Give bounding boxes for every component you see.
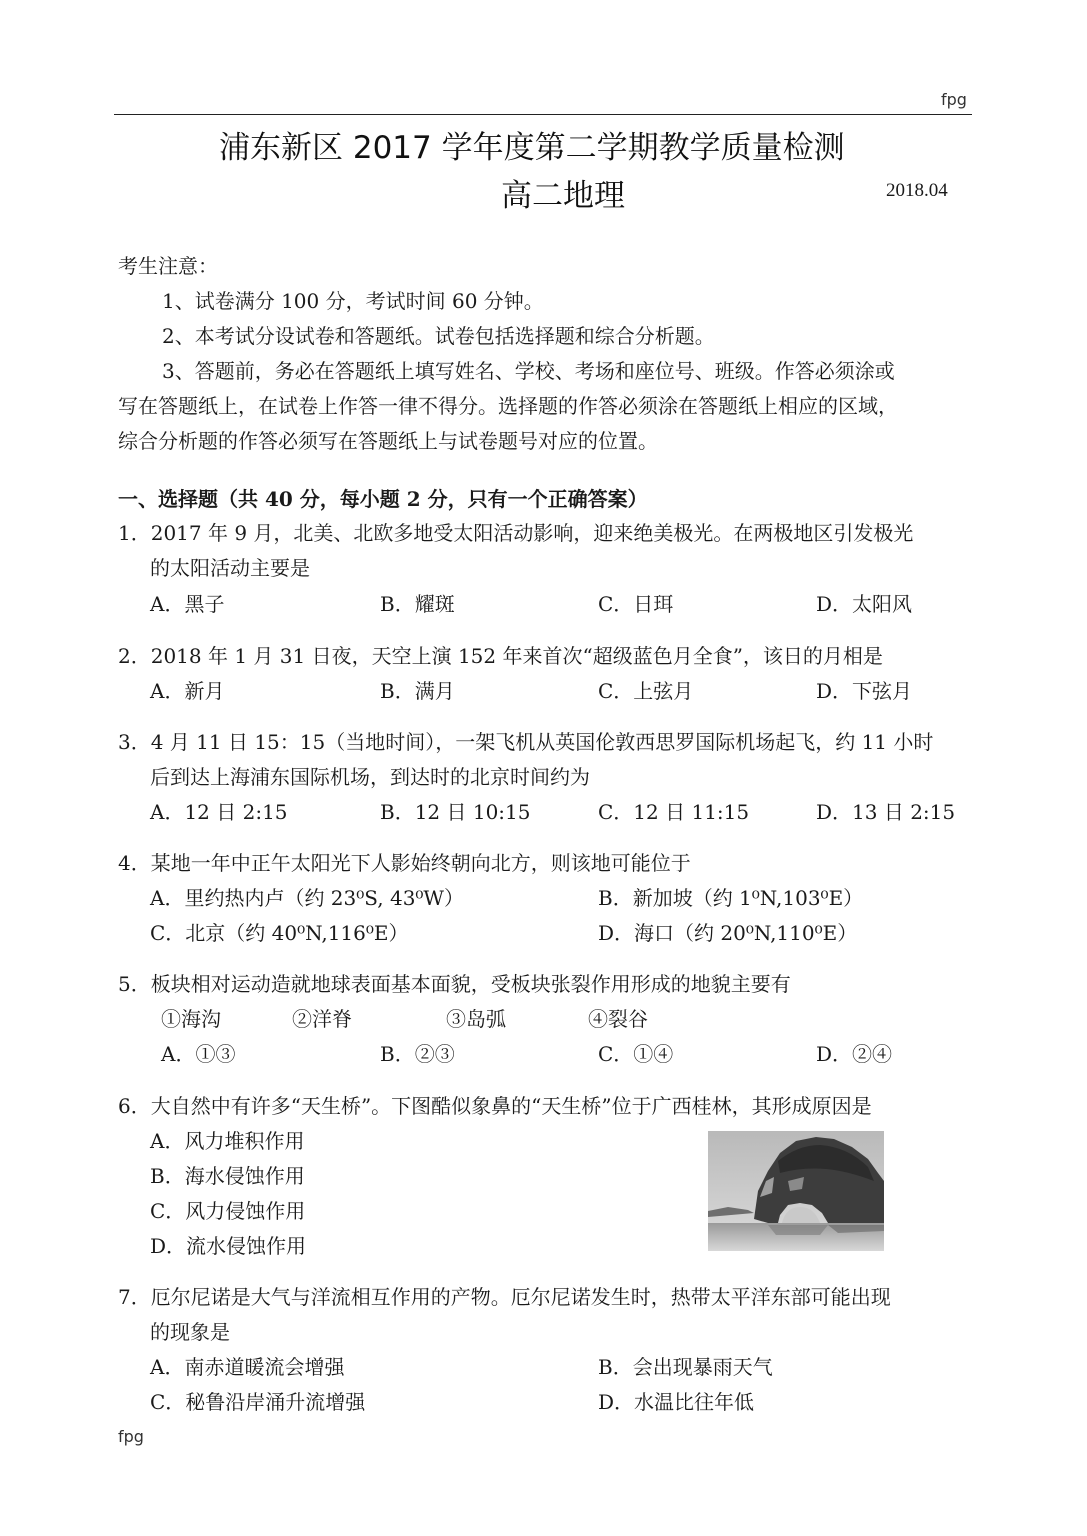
question-5-stem: 5．板块相对运动造就地球表面基本面貌，受板块张裂作用形成的地貌主要有 xyxy=(118,972,791,996)
question-5-option-c: C．①④ xyxy=(598,1042,674,1066)
notice-item-3-line2: 写在答题纸上，在试卷上作答一律不得分。选择题的作答必须涂在答题纸上相应的区域， xyxy=(118,394,898,418)
notice-item-3-line1: 3、答题前，务必在答题纸上填写姓名、学校、考场和座位号、班级。作答必须涂或 xyxy=(162,359,895,383)
question-5-item-3: ③岛弧 xyxy=(446,1007,506,1031)
question-5-item-4: ④裂谷 xyxy=(588,1007,648,1031)
question-1-option-a: A．黑子 xyxy=(150,592,225,616)
question-5-option-a: A．①③ xyxy=(161,1042,236,1066)
elephant-trunk-hill-photo xyxy=(708,1131,884,1251)
notice-heading: 考生注意： xyxy=(118,254,218,278)
exam-date: 2018.04 xyxy=(886,180,948,201)
header-rule xyxy=(114,114,972,115)
question-5-item-1: ①海沟 xyxy=(161,1007,221,1031)
question-7-stem-line1: 7．厄尔尼诺是大气与洋流相互作用的产物。厄尔尼诺发生时，热带太平洋东部可能出现 xyxy=(118,1285,891,1309)
question-6-stem: 6．大自然中有许多“天生桥”。下图酷似象鼻的“天生桥”位于广西桂林，其形成原因是 xyxy=(118,1094,872,1118)
question-6-option-a: A．风力堆积作用 xyxy=(150,1129,305,1153)
question-4-option-c: C．北京（约 40⁰N,116⁰E） xyxy=(150,921,409,945)
question-3-option-c: C．12 日 11:15 xyxy=(598,800,750,824)
question-3-option-a: A．12 日 2:15 xyxy=(150,800,288,824)
footer-mark: fpg xyxy=(118,1427,144,1446)
question-7-option-a: A．南赤道暖流会增强 xyxy=(150,1355,345,1379)
question-3-stem-line1: 3．4 月 11 日 15：15（当地时间），一架飞机从英国伦敦西思罗国际机场起飞，约 11 小时 xyxy=(118,730,934,754)
question-5-option-d: D．②④ xyxy=(816,1042,893,1066)
subject-title: 高二地理 xyxy=(501,178,625,214)
question-5-item-2: ②洋脊 xyxy=(292,1007,352,1031)
question-6-option-c: C．风力侵蚀作用 xyxy=(150,1199,306,1223)
question-2-stem: 2．2018 年 1 月 31 日夜，天空上演 152 年来首次“超级蓝色月全食”，该日的月相是 xyxy=(118,644,883,668)
question-7-stem-line2: 的现象是 xyxy=(150,1320,230,1344)
section-heading: 一、选择题（共 40 分，每小题 2 分，只有一个正确答案） xyxy=(118,487,648,511)
question-4-option-b: B．新加坡（约 1⁰N,103⁰E） xyxy=(598,886,864,910)
question-2-option-a: A．新月 xyxy=(150,679,225,703)
question-4-option-a: A．里约热内卢（约 23⁰S, 43⁰W） xyxy=(150,886,464,910)
header-mark: fpg xyxy=(941,90,967,109)
exam-title: 浦东新区 2017 学年度第二学期教学质量检测 xyxy=(219,130,845,166)
notice-item-3-line3: 综合分析题的作答必须写在答题纸上与试卷题号对应的位置。 xyxy=(118,429,658,453)
notice-item-1: 1、试卷满分 100 分，考试时间 60 分钟。 xyxy=(162,289,544,313)
question-4-stem: 4．某地一年中正午太阳光下人影始终朝向北方，则该地可能位于 xyxy=(118,851,691,875)
question-7-option-d: D．水温比往年低 xyxy=(598,1390,755,1414)
question-7-option-b: B．会出现暴雨天气 xyxy=(598,1355,773,1379)
question-6-option-d: D．流水侵蚀作用 xyxy=(150,1234,307,1258)
question-1-option-d: D．太阳风 xyxy=(816,592,913,616)
question-2-option-b: B．满月 xyxy=(380,679,455,703)
question-5-option-b: B．②③ xyxy=(380,1042,455,1066)
question-7-option-c: C．秘鲁沿岸涌升流增强 xyxy=(150,1390,366,1414)
question-3-stem-line2: 后到达上海浦东国际机场，到达时的北京时间约为 xyxy=(150,765,590,789)
question-1-stem-line1: 1．2017 年 9 月，北美、北欧多地受太阳活动影响，迎来绝美极光。在两极地区引发极光 xyxy=(118,521,914,545)
question-3-option-d: D．13 日 2:15 xyxy=(816,800,956,824)
question-1-option-b: B．耀斑 xyxy=(380,592,455,616)
question-3-option-b: B．12 日 10:15 xyxy=(380,800,531,824)
question-4-option-d: D．海口（约 20⁰N,110⁰E） xyxy=(598,921,858,945)
question-1-option-c: C．日珥 xyxy=(598,592,674,616)
question-6-option-b: B．海水侵蚀作用 xyxy=(150,1164,305,1188)
question-2-option-d: D．下弦月 xyxy=(816,679,913,703)
question-1-stem-line2: 的太阳活动主要是 xyxy=(150,556,310,580)
question-2-option-c: C．上弦月 xyxy=(598,679,694,703)
notice-item-2: 2、本考试分设试卷和答题纸。试卷包括选择题和综合分析题。 xyxy=(162,324,715,348)
